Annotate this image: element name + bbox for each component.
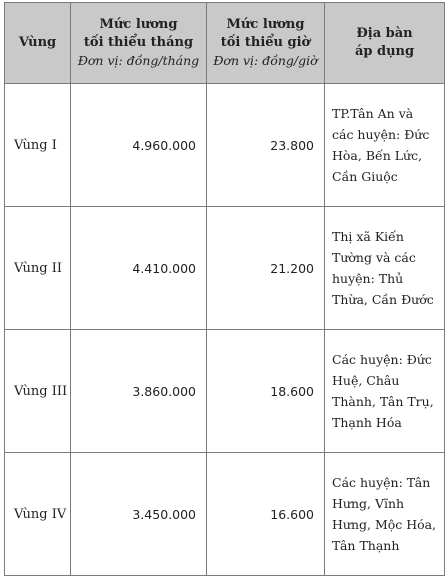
area-cell — [325, 453, 445, 576]
area-line: Thị xã Kiến — [332, 229, 404, 244]
table-row — [5, 453, 445, 576]
hourly-wage-cell: 16.600 — [207, 453, 325, 576]
area-line: TP.Tân An và — [332, 106, 414, 121]
table-header — [5, 3, 445, 84]
region-cell: Vùng I — [5, 84, 71, 207]
minimum-wage-table — [4, 2, 445, 576]
area-line: Thành, Tân Trụ, — [332, 394, 434, 409]
header-row — [5, 3, 445, 84]
area-line: Huệ, Châu — [332, 373, 400, 388]
monthly-wage-cell: 3.860.000 — [71, 330, 207, 453]
area-line: Hưng, Vĩnh — [332, 496, 405, 511]
header-hourly-wage — [207, 3, 325, 84]
hourly-wage-cell: 21.200 — [207, 207, 325, 330]
monthly-wage-cell: 4.410.000 — [71, 207, 207, 330]
hourly-wage-cell: 23.800 — [207, 84, 325, 207]
area-cell — [325, 84, 445, 207]
area-line: Các huyện: Tân — [332, 475, 431, 490]
header-monthly-wage — [71, 3, 207, 84]
header-monthly-unit: Đơn vị: đồng/tháng — [77, 53, 200, 68]
header-hourly-unit: Đơn vị: đồng/giờ — [213, 53, 318, 68]
area-line: huyện: Thủ — [332, 271, 404, 286]
header-hourly-line1: Mức lương — [226, 17, 305, 32]
region-cell: Vùng II — [5, 207, 71, 330]
area-line: Cần Giuộc — [332, 169, 398, 184]
monthly-wage-cell: 3.450.000 — [71, 453, 207, 576]
area-line: Hòa, Bến Lức, — [332, 148, 423, 163]
area-cell — [325, 207, 445, 330]
header-hourly-line2: tối thiểu giờ — [220, 35, 311, 50]
area-line: Hưng, Mộc Hóa, — [332, 517, 437, 532]
area-line: Tường và các — [332, 250, 416, 265]
header-area-line1: Địa bàn — [356, 26, 413, 41]
area-line: Tân Thạnh — [332, 538, 400, 553]
header-region-label: Vùng — [18, 35, 57, 50]
monthly-wage-cell: 4.960.000 — [71, 84, 207, 207]
area-line: Thừa, Cần Đước — [332, 292, 434, 307]
header-monthly-line1: Mức lương — [99, 17, 178, 32]
header-area-line2: áp dụng — [354, 44, 415, 59]
header-region — [5, 3, 71, 84]
table-row — [5, 207, 445, 330]
table-row — [5, 84, 445, 207]
header-monthly-line2: tối thiểu tháng — [83, 35, 194, 50]
area-line: các huyện: Đức — [332, 127, 430, 142]
region-cell: Vùng III — [5, 330, 71, 453]
hourly-wage-cell: 18.600 — [207, 330, 325, 453]
area-line: Thạnh Hóa — [332, 415, 402, 430]
area-line: Các huyện: Đức — [332, 352, 432, 367]
table-row — [5, 330, 445, 453]
area-cell — [325, 330, 445, 453]
table-body — [5, 84, 445, 576]
header-applicable-area — [325, 3, 445, 84]
region-cell: Vùng IV — [5, 453, 71, 576]
